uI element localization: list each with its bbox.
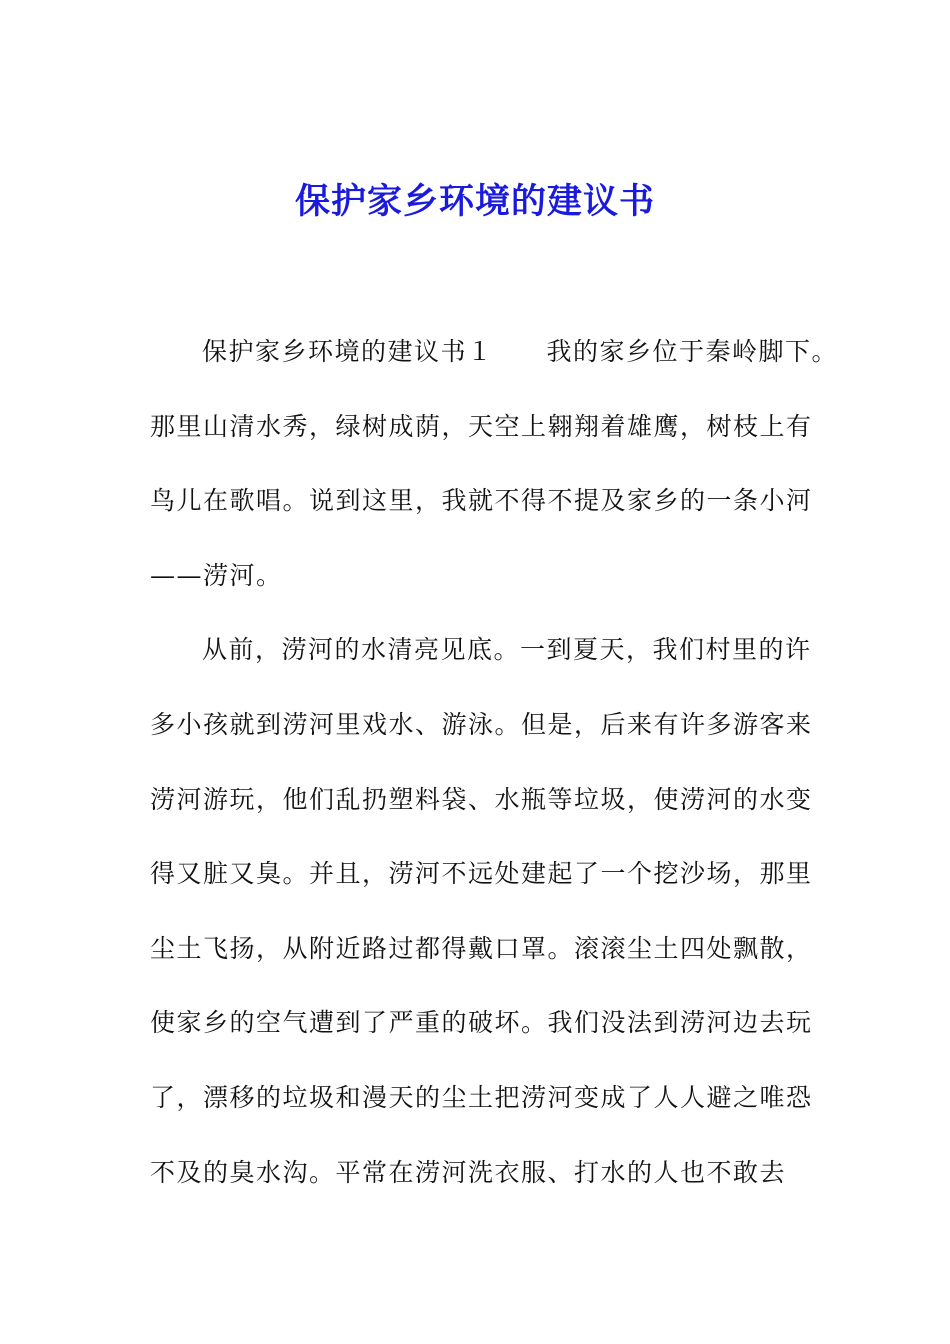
- body-line-11: 了，漂移的垃圾和漫天的尘土把涝河变成了人人避之唯恐: [150, 1082, 813, 1112]
- body-line-4: ——涝河。: [150, 560, 283, 590]
- body-line-12: 不及的臭水沟。平常在涝河洗衣服、打水的人也不敢去: [150, 1157, 787, 1187]
- body-line-6: 多小孩就到涝河里戏水、游泳。但是，后来有许多游客来: [150, 709, 813, 739]
- body-line-2: 那里山清水秀，绿树成荫，天空上翱翔着雄鹰，树枝上有: [150, 411, 813, 441]
- body-line-5: 从前，涝河的水清亮见底。一到夏天，我们村里的许: [202, 635, 812, 665]
- body-line-8: 得又脏又臭。并且，涝河不远处建起了一个挖沙场，那里: [150, 859, 813, 889]
- body-line-10: 使家乡的空气遭到了严重的破坏。我们没法到涝河边去玩: [150, 1008, 813, 1038]
- body-line-7: 涝河游玩，他们乱扔塑料袋、水瓶等垃圾，使涝河的水变: [150, 784, 813, 814]
- body-line-3: 鸟儿在歌唱。说到这里，我就不得不提及家乡的一条小河: [150, 486, 813, 516]
- body-line-1: 保护家乡环境的建议书１ 我的家乡位于秦岭脚下。: [202, 337, 839, 366]
- document-body: [150, 326, 839, 1221]
- document-title: 保护家乡环境的建议书: [294, 181, 655, 222]
- body-line-9: 尘土飞扬，从附近路过都得戴口罩。滚滚尘土四处飘散，: [150, 933, 813, 963]
